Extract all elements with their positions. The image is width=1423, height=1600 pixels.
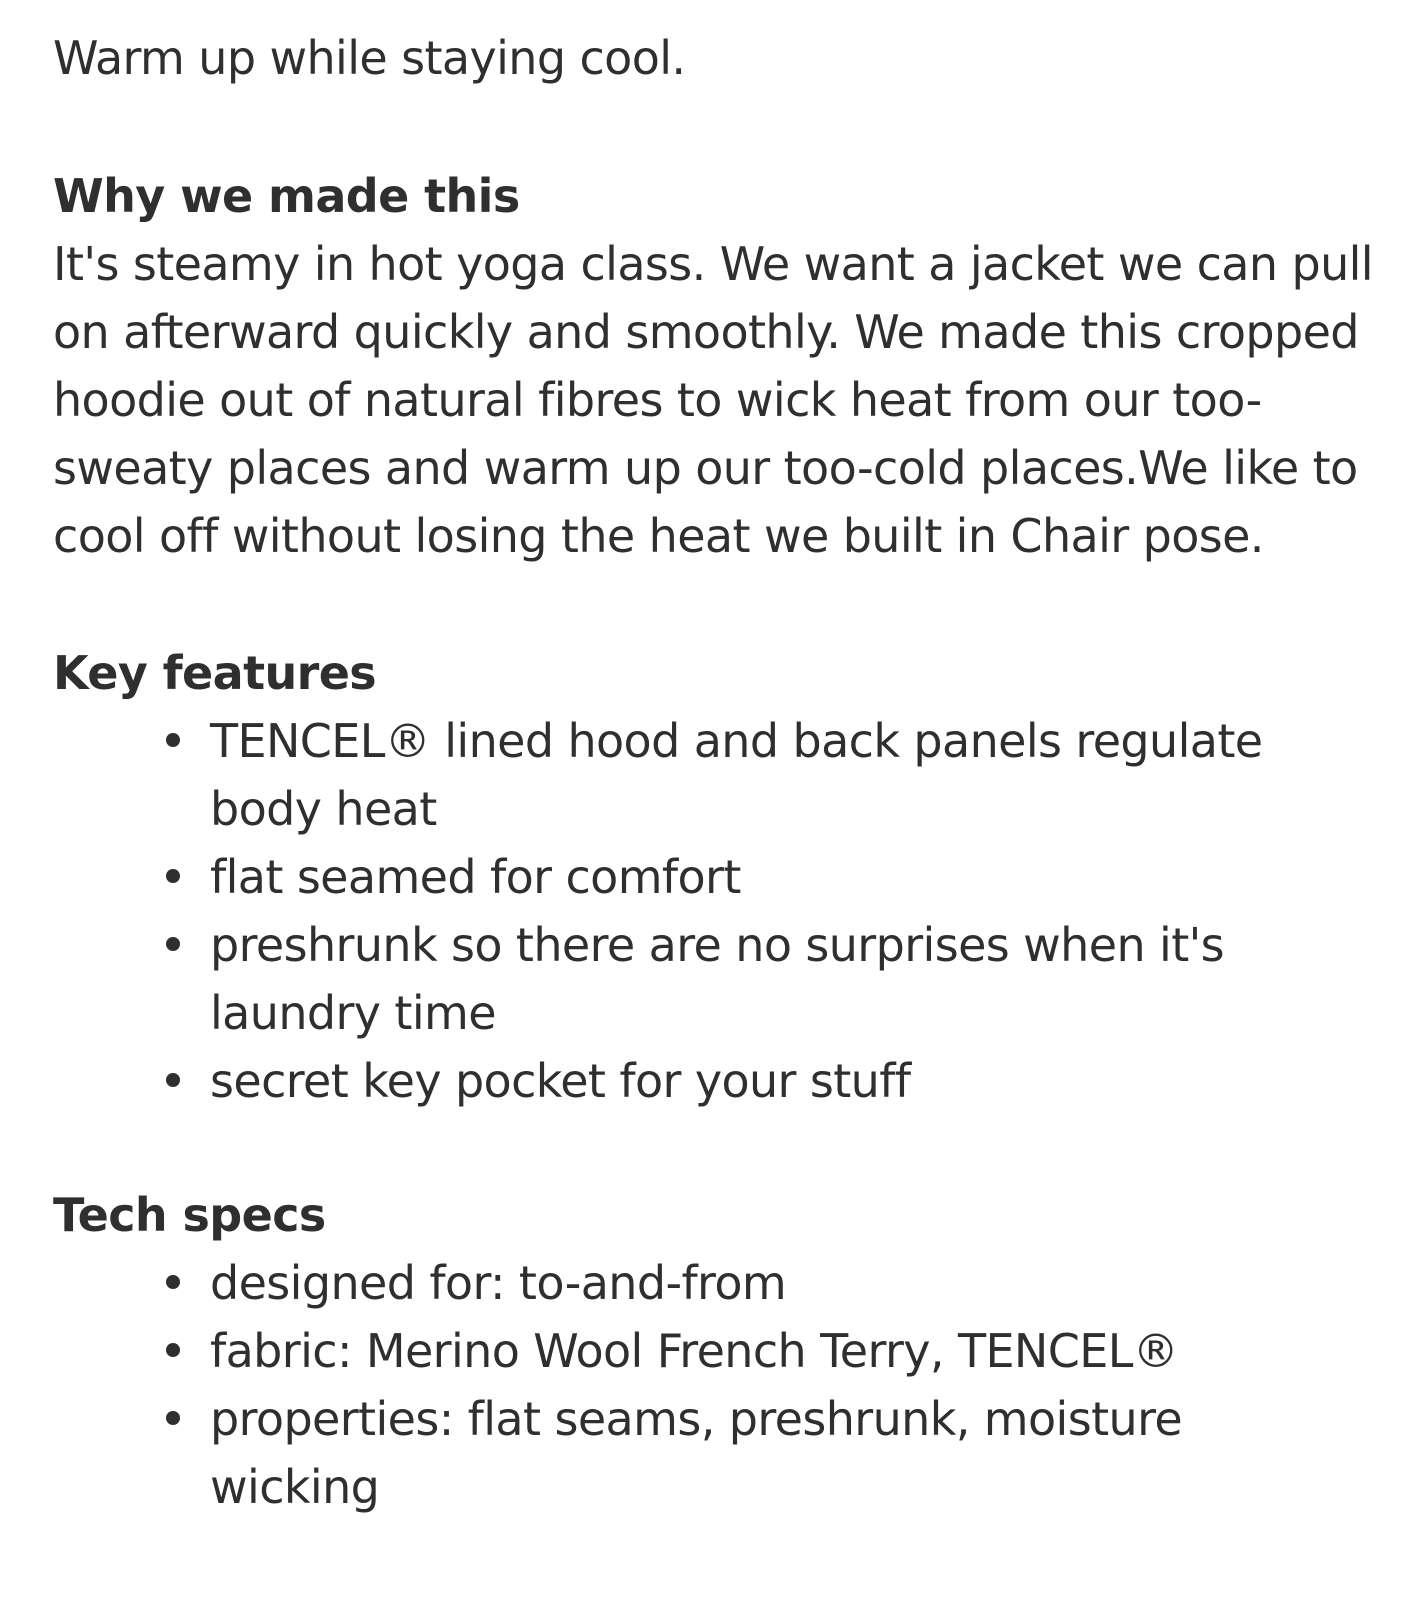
list-item: preshrunk so there are no surprises when it's laundry time: [210, 911, 1310, 1047]
tech-specs-list: [53, 1249, 1310, 1521]
product-description: [53, 24, 1383, 1521]
list-item: designed for: to-and-from: [210, 1249, 1310, 1317]
intro-text: Warm up while staying cool.: [53, 31, 686, 85]
why-paragraph: It's steamy in hot yoga class. We want a jacket we can pull on afterward quickly and smoothly. We made this cropped hoodie out of natural fibres to wick heat from our too-sweaty places and warm up our too-cold places.We like to cool off without losing the heat we built in Chair pose.: [53, 237, 1373, 563]
tech-specs-heading: Tech specs: [53, 1188, 326, 1242]
why-heading: Why we made this: [53, 169, 520, 223]
list-item: properties: flat seams, preshrunk, moisture wicking: [210, 1385, 1310, 1521]
list-item: secret key pocket for your stuff: [210, 1047, 1310, 1115]
key-features-list: [53, 707, 1310, 1115]
list-item: flat seamed for comfort: [210, 843, 1310, 911]
list-item: fabric: Merino Wool French Terry, TENCEL®: [210, 1317, 1310, 1385]
key-features-heading: Key features: [53, 646, 377, 700]
list-item: TENCEL® lined hood and back panels regulate body heat: [210, 707, 1310, 843]
